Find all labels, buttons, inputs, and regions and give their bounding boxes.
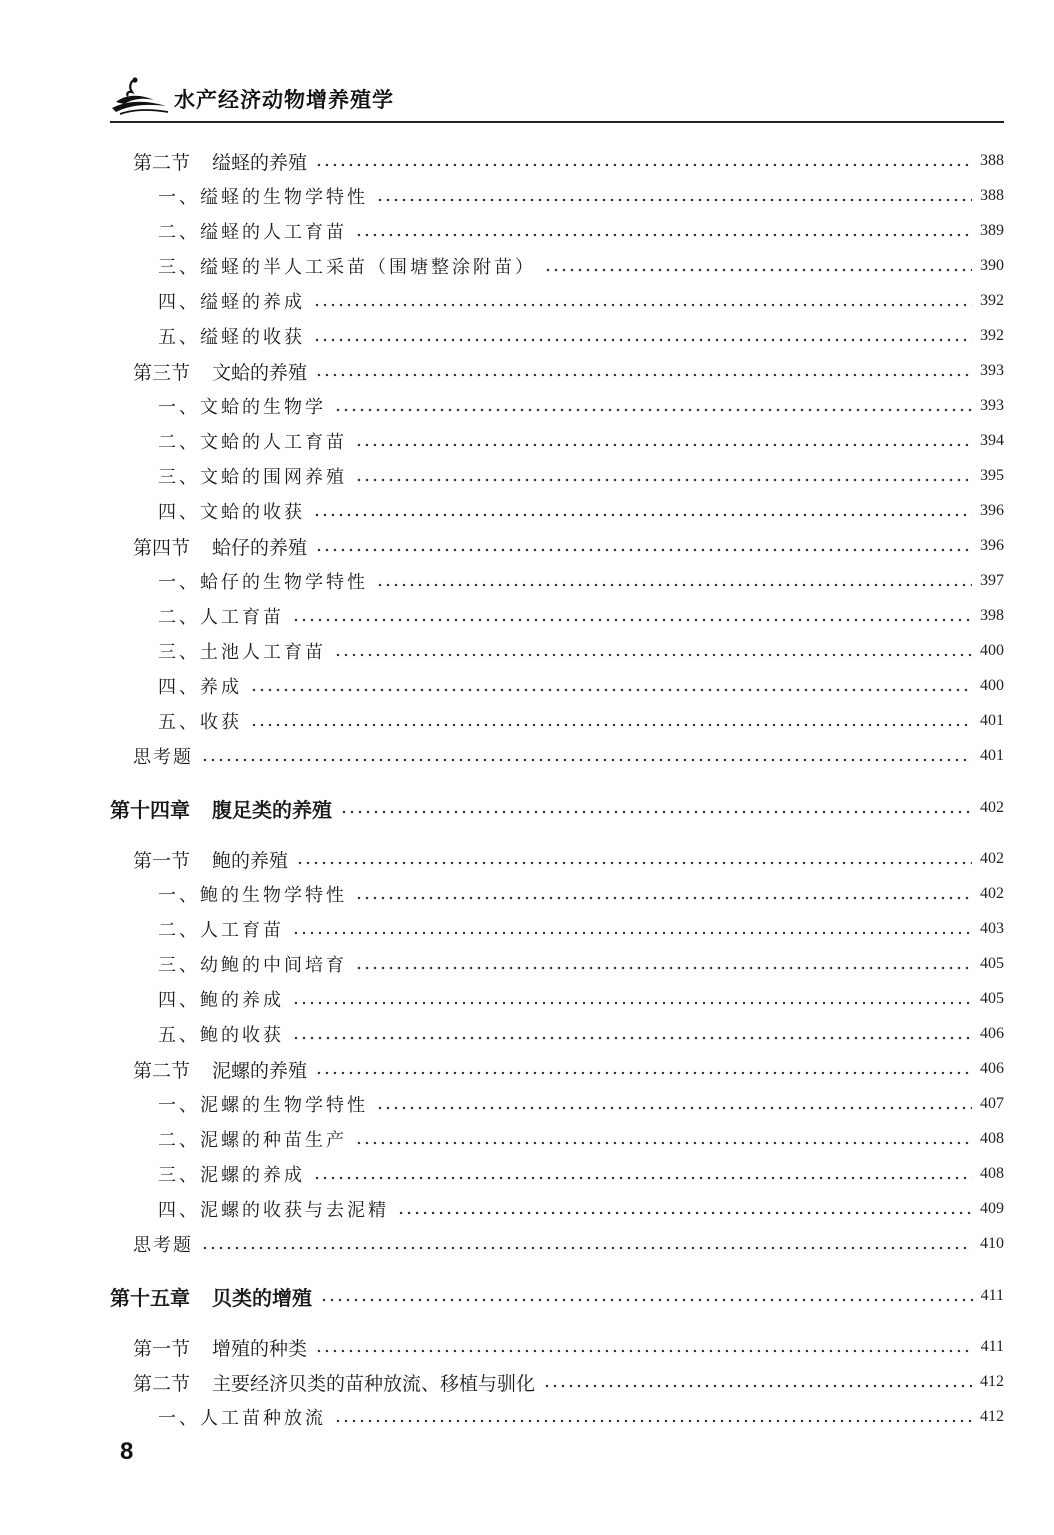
page-number: 8 <box>120 1438 134 1465</box>
toc-entry-title: 鲍的养殖 <box>212 849 289 872</box>
toc-entry-title: 鲍的收获 <box>200 1025 284 1046</box>
dot-leader <box>355 896 972 900</box>
toc-entry-number: 二、 <box>158 607 200 628</box>
toc-entry-page-number: 406 <box>980 1025 1004 1042</box>
toc-entry-think[interactable] <box>0 741 1054 771</box>
toc-entry-label <box>158 1196 389 1222</box>
dot-leader <box>355 233 972 237</box>
toc-entry-number: 第二节 <box>133 1372 191 1395</box>
toc-entry-number: 第一节 <box>133 849 191 872</box>
toc-entry-label <box>158 603 284 629</box>
toc-entry-label <box>133 148 307 175</box>
toc-entry-sub[interactable] <box>0 251 1054 281</box>
toc-entry-title: 增殖的种类 <box>212 1337 308 1360</box>
toc-entry-label <box>133 358 307 385</box>
toc-entry-number: 第十五章 <box>110 1285 190 1310</box>
toc-entry-page-number: 402 <box>980 850 1004 867</box>
toc-entry-sub[interactable] <box>0 706 1054 736</box>
toc-entry-sub[interactable] <box>0 1124 1054 1154</box>
toc-entry-label <box>158 183 368 209</box>
toc-entry-label <box>158 881 347 907</box>
toc-entry-title: 缢蛏的生物学特性 <box>200 187 368 208</box>
toc-entry-chapter[interactable] <box>0 1281 1054 1311</box>
toc-entry-sub[interactable] <box>0 1159 1054 1189</box>
toc-entry-number: 四、 <box>158 1200 200 1221</box>
toc-entry-number: 二、 <box>158 920 200 941</box>
toc-entry-label <box>158 253 536 279</box>
toc-entry-page-number: 412 <box>980 1373 1004 1390</box>
toc-entry-sub[interactable] <box>0 671 1054 701</box>
toc-entry-page-number: 407 <box>980 1095 1004 1112</box>
toc-entry-number: 第二节 <box>133 1059 191 1082</box>
dot-leader <box>376 583 972 587</box>
toc-entry-title: 幼鲍的中间培育 <box>200 955 347 976</box>
dot-leader <box>315 1349 973 1353</box>
toc-entry-page-number: 396 <box>980 502 1004 519</box>
toc-entry-label <box>158 568 368 594</box>
toc-entry-section[interactable] <box>0 1367 1054 1397</box>
toc-entry-number: 一、 <box>158 1095 200 1116</box>
toc-entry-section[interactable] <box>0 356 1054 386</box>
toc-entry-title: 泥螺的养成 <box>200 1165 305 1186</box>
toc-entry-label <box>158 1091 368 1117</box>
toc-entry-label <box>158 673 242 699</box>
toc-entry-title: 缢蛏的养殖 <box>212 151 308 174</box>
toc-entry-label <box>158 951 347 977</box>
toc-entry-sub[interactable] <box>0 496 1054 526</box>
toc-entry-section[interactable] <box>0 531 1054 561</box>
toc-entry-label <box>158 218 347 244</box>
toc-entry-sub[interactable] <box>0 566 1054 596</box>
toc-entry-label <box>158 498 305 524</box>
toc-entry-label <box>158 323 305 349</box>
toc-entry-sub[interactable] <box>0 216 1054 246</box>
toc-entry-sub[interactable] <box>0 879 1054 909</box>
toc-entry-label <box>158 1161 305 1187</box>
toc-entry-number: 三、 <box>158 467 200 488</box>
toc-entry-title: 泥螺的养殖 <box>212 1059 308 1082</box>
toc-entry-number: 一、 <box>158 572 200 593</box>
toc-entry-section[interactable] <box>0 146 1054 176</box>
toc-entry-sub[interactable] <box>0 601 1054 631</box>
toc-entry-page-number: 405 <box>980 955 1004 972</box>
toc-entry-number: 一、 <box>158 397 200 418</box>
toc-entry-page-number: 389 <box>980 222 1004 239</box>
toc-entry-page-number: 400 <box>980 642 1004 659</box>
toc-entry-label <box>133 533 307 560</box>
toc-entry-title: 贝类的增殖 <box>212 1285 312 1310</box>
toc-entry-title: 泥螺的生物学特性 <box>200 1095 368 1116</box>
dot-leader <box>355 443 972 447</box>
toc-entry-number: 二、 <box>158 222 200 243</box>
toc-entry-label <box>133 1231 193 1257</box>
toc-entry-label <box>158 1126 347 1152</box>
toc-entry-number: 三、 <box>158 1165 200 1186</box>
toc-entry-title: 文蛤的养殖 <box>212 361 308 384</box>
dot-leader <box>315 548 972 552</box>
dot-leader <box>315 373 972 377</box>
toc-entry-sub[interactable] <box>0 391 1054 421</box>
toc-entry-number: 三、 <box>158 955 200 976</box>
toc-entry-page-number: 408 <box>980 1130 1004 1147</box>
toc-entry-sub[interactable] <box>0 1194 1054 1224</box>
dot-leader <box>355 966 972 970</box>
toc-entry-number: 第四节 <box>133 536 191 559</box>
dot-leader <box>250 688 972 692</box>
toc-entry-number: 四、 <box>158 990 200 1011</box>
toc-entry-number: 四、 <box>158 502 200 523</box>
toc-entry-label <box>133 743 193 769</box>
toc-entry-page-number: 393 <box>980 397 1004 414</box>
toc-entry-number: 五、 <box>158 712 200 733</box>
toc-entry-page-number: 403 <box>980 920 1004 937</box>
toc-entry-title: 鲍的养成 <box>200 990 284 1011</box>
toc-entry-label <box>133 846 288 873</box>
toc-entry-label <box>158 1021 284 1047</box>
toc-entry-sub[interactable] <box>0 181 1054 211</box>
toc-entry-number: 二、 <box>158 432 200 453</box>
toc-entry-title: 缢蛏的人工育苗 <box>200 222 347 243</box>
dot-leader <box>315 163 972 167</box>
toc-entry-label <box>158 708 242 734</box>
toc-entry-title: 腹足类的养殖 <box>212 797 332 822</box>
toc-entry-page-number: 411 <box>980 1287 1004 1304</box>
book-title: 水产经济动物增养殖学 <box>174 88 394 112</box>
toc-entry-page-number: 406 <box>980 1060 1004 1077</box>
dot-leader <box>250 723 972 727</box>
dot-leader <box>292 931 972 935</box>
toc-entry-title: 文蛤的生物学 <box>200 397 326 418</box>
toc-entry-page-number: 393 <box>980 362 1004 379</box>
dot-leader <box>543 1384 972 1388</box>
dot-leader <box>313 338 972 342</box>
dot-leader <box>292 618 972 622</box>
dot-leader <box>334 408 972 412</box>
toc-entry-title: 主要经济贝类的苗种放流、移植与驯化 <box>212 1372 536 1395</box>
toc-entry-number: 第十四章 <box>110 797 190 822</box>
toc-entry-section[interactable] <box>0 844 1054 874</box>
dot-leader <box>292 1001 972 1005</box>
toc-entry-section[interactable] <box>0 1332 1054 1362</box>
toc-entry-sub[interactable] <box>0 1402 1054 1432</box>
toc-entry-page-number: 392 <box>980 327 1004 344</box>
dot-leader <box>355 478 972 482</box>
toc-entry-title: 人工苗种放流 <box>200 1408 326 1429</box>
dot-leader <box>201 758 972 762</box>
toc-entry-page-number: 388 <box>980 187 1004 204</box>
toc-entry-number: 第一节 <box>133 1337 191 1360</box>
toc-entry-page-number: 395 <box>980 467 1004 484</box>
toc-entry-page-number: 394 <box>980 432 1004 449</box>
dot-leader <box>334 653 972 657</box>
toc-entry-title: 蛤仔的生物学特性 <box>200 572 368 593</box>
toc-entry-page-number: 409 <box>980 1200 1004 1217</box>
toc-entry-sub[interactable] <box>0 914 1054 944</box>
toc-entry-title: 养成 <box>200 677 242 698</box>
toc-entry-page-number: 401 <box>980 712 1004 729</box>
toc-entry-title: 思考题 <box>133 1235 193 1256</box>
toc-entry-page-number: 408 <box>980 1165 1004 1182</box>
toc-entry-label <box>110 794 332 823</box>
dot-leader <box>544 268 972 272</box>
toc-entry-number: 第二节 <box>133 151 191 174</box>
toc-entry-sub[interactable] <box>0 949 1054 979</box>
toc-entry-page-number: 412 <box>980 1408 1004 1425</box>
toc-entry-label <box>133 1334 307 1361</box>
toc-entry-sub[interactable] <box>0 1089 1054 1119</box>
toc-entry-title: 文蛤的人工育苗 <box>200 432 347 453</box>
toc-entry-section[interactable] <box>0 1054 1054 1084</box>
toc-entry-page-number: 410 <box>980 1235 1004 1252</box>
toc-entry-page-number: 392 <box>980 292 1004 309</box>
toc-entry-number: 三、 <box>158 642 200 663</box>
toc-entry-title: 思考题 <box>133 747 193 768</box>
toc-entry-label <box>158 288 305 314</box>
toc-entry-title: 文蛤的收获 <box>200 502 305 523</box>
toc-entry-number: 五、 <box>158 327 200 348</box>
toc-entry-number: 第三节 <box>133 361 191 384</box>
dot-leader <box>376 198 972 202</box>
toc-entry-title: 缢蛏的半人工采苗（围塘整涂附苗） <box>200 257 536 278</box>
toc-entry-title: 文蛤的围网养殖 <box>200 467 347 488</box>
dot-leader <box>201 1246 972 1250</box>
toc-entry-label <box>110 1282 312 1311</box>
toc-entry-page-number: 402 <box>980 885 1004 902</box>
toc-entry-page-number: 401 <box>980 747 1004 764</box>
toc-entry-page-number: 398 <box>980 607 1004 624</box>
toc-entry-page-number: 400 <box>980 677 1004 694</box>
toc-entry-number: 一、 <box>158 1408 200 1429</box>
toc-entry-page-number: 396 <box>980 537 1004 554</box>
toc-entry-title: 泥螺的收获与去泥精 <box>200 1200 389 1221</box>
toc-entry-think[interactable] <box>0 1229 1054 1259</box>
toc-entry-chapter[interactable] <box>0 793 1054 823</box>
toc-entry-label <box>133 1056 307 1083</box>
toc-entry-page-number: 405 <box>980 990 1004 1007</box>
toc-entry-title: 收获 <box>200 712 242 733</box>
toc-entry-sub[interactable] <box>0 321 1054 351</box>
toc-entry-sub[interactable] <box>0 1019 1054 1049</box>
toc-entry-number: 四、 <box>158 677 200 698</box>
toc-entry-sub[interactable] <box>0 984 1054 1014</box>
dot-leader <box>315 1071 972 1075</box>
toc-entry-label <box>158 428 347 454</box>
toc-entry-label <box>158 986 284 1012</box>
toc-entry-page-number: 411 <box>980 1338 1004 1355</box>
toc-entry-number: 一、 <box>158 885 200 906</box>
toc-entry-title: 土池人工育苗 <box>200 642 326 663</box>
toc-entry-page-number: 388 <box>980 152 1004 169</box>
toc-entry-label <box>158 916 284 942</box>
dot-leader <box>376 1106 972 1110</box>
toc-entry-label <box>158 393 326 419</box>
toc-entry-title: 人工育苗 <box>200 607 284 628</box>
toc-entry-sub[interactable] <box>0 636 1054 666</box>
toc-entry-title: 鲍的生物学特性 <box>200 885 347 906</box>
toc-entry-title: 泥螺的种苗生产 <box>200 1130 347 1151</box>
dot-leader <box>313 1176 972 1180</box>
dot-leader <box>340 810 972 814</box>
toc-entry-number: 三、 <box>158 257 200 278</box>
toc-entry-page-number: 402 <box>980 799 1004 816</box>
toc-entry-sub[interactable] <box>0 426 1054 456</box>
dot-leader <box>292 1036 972 1040</box>
toc-entry-title: 蛤仔的养殖 <box>212 536 308 559</box>
toc-entry-label <box>158 1404 326 1430</box>
toc-entry-title: 人工育苗 <box>200 920 284 941</box>
toc-entry-page-number: 397 <box>980 572 1004 589</box>
toc-entry-page-number: 390 <box>980 257 1004 274</box>
toc-entry-title: 缢蛏的养成 <box>200 292 305 313</box>
toc-entry-number: 一、 <box>158 187 200 208</box>
toc-entry-label <box>158 638 326 664</box>
toc-entry-sub[interactable] <box>0 286 1054 316</box>
toc-entry-label <box>158 463 347 489</box>
dot-leader <box>334 1419 972 1423</box>
dot-leader <box>320 1298 973 1302</box>
toc-entry-number: 二、 <box>158 1130 200 1151</box>
toc-entry-sub[interactable] <box>0 461 1054 491</box>
dot-leader <box>397 1211 972 1215</box>
toc-entry-number: 五、 <box>158 1025 200 1046</box>
dot-leader <box>355 1141 972 1145</box>
toc-entry-label <box>133 1369 535 1396</box>
dot-leader <box>296 861 972 865</box>
toc-entry-title: 缢蛏的收获 <box>200 327 305 348</box>
toc-entry-number: 四、 <box>158 292 200 313</box>
dot-leader <box>313 303 972 307</box>
dot-leader <box>313 513 972 517</box>
